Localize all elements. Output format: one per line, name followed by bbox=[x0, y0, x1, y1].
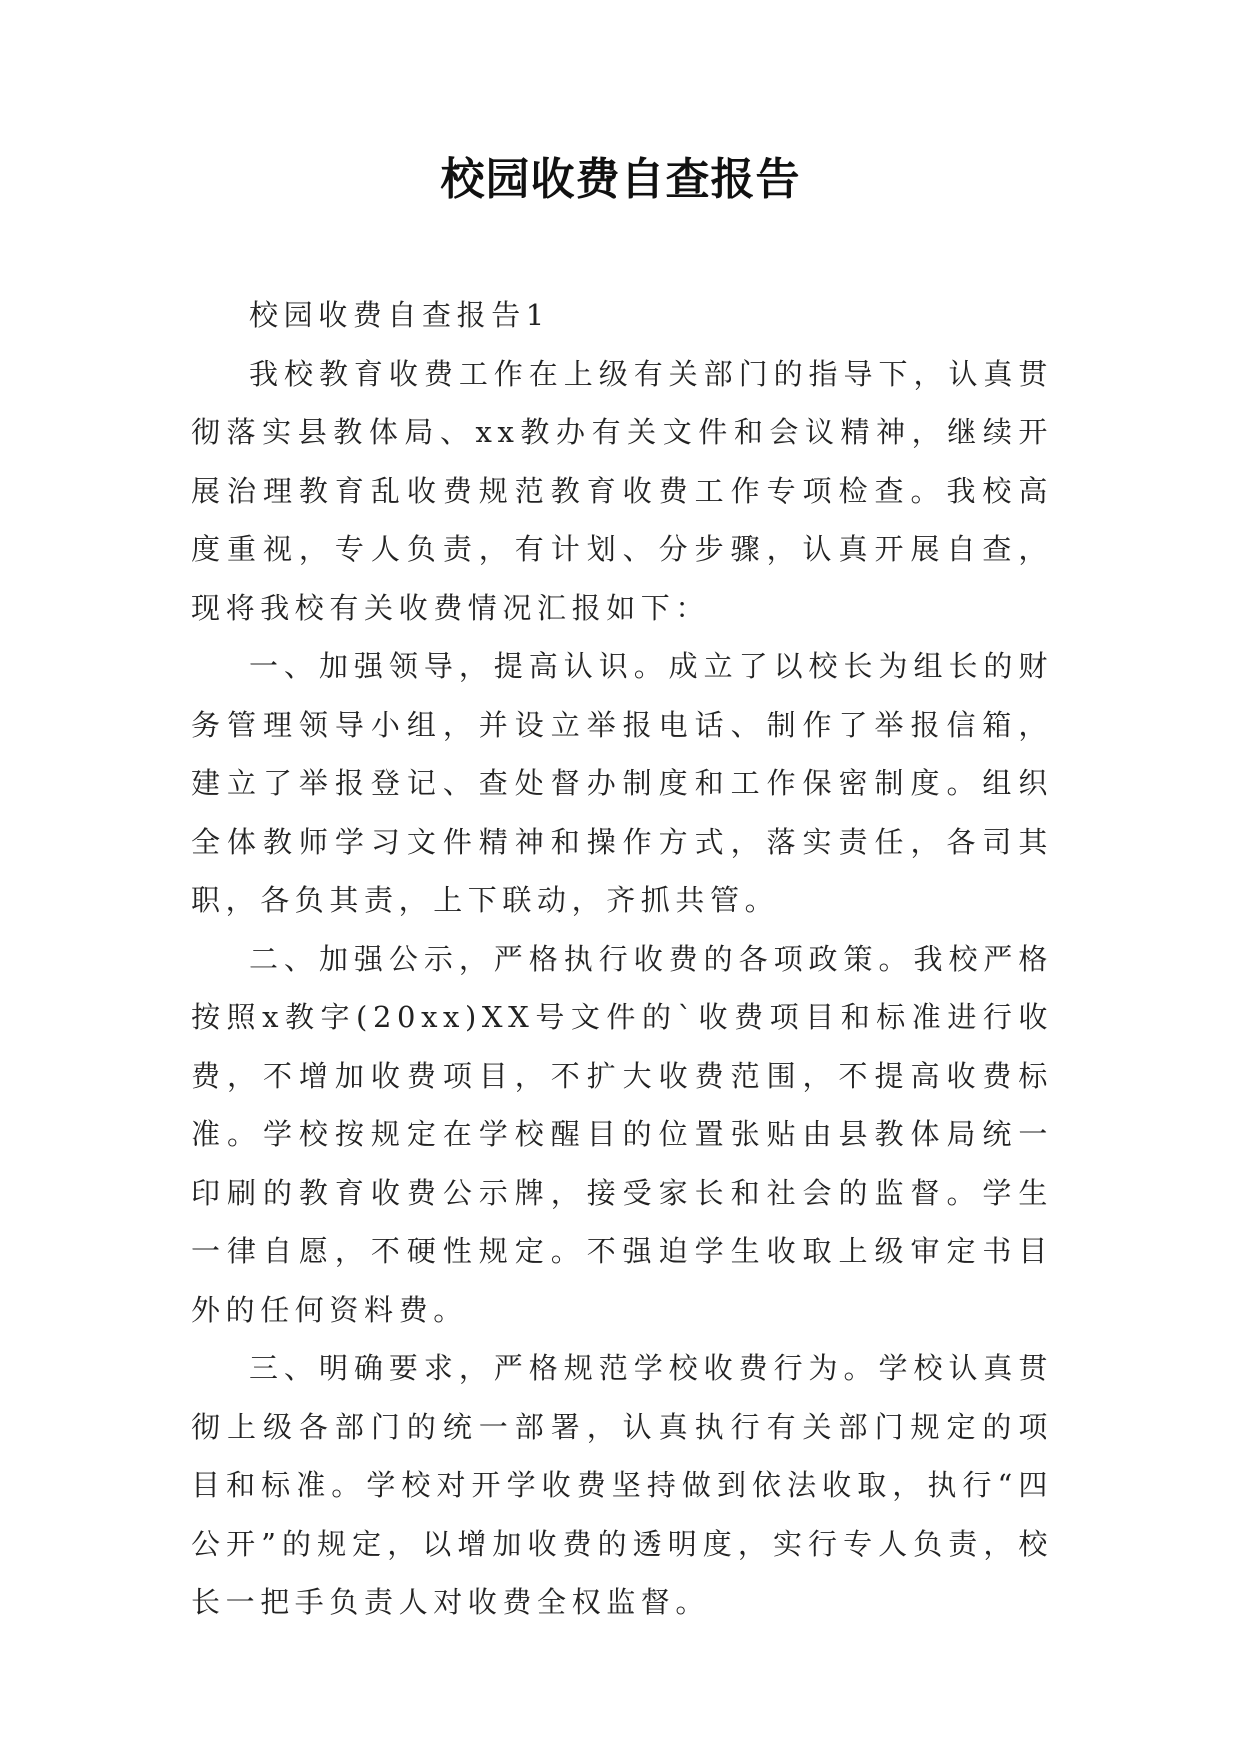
document-body bbox=[191, 286, 1053, 1632]
paragraph-requirements: 三、明确要求，严格规范学校收费行为。学校认真贯彻上级各部门的统一部署，认真执行有关部门规定的项目和标准。学校对开学收费坚持做到依法收取，执行“四公开”的规定，以增加收费的透明度，实行专人负责，校长一把手负责人对收费全权监督。 bbox=[191, 1351, 1053, 1619]
paragraph-intro: 我校教育收费工作在上级有关部门的指导下，认真贯彻落实县教体局、xx教办有关文件和会议精神，继续开展治理教育乱收费规范教育收费工作专项检查。我校高度重视，专人负责，有计划、分步骤，认真开展自查，现将我校有关收费情况汇报如下： bbox=[191, 356, 1053, 625]
paragraph-leadership: 一、加强领导，提高认识。成立了以校长为组长的财务管理领导小组，并设立举报电话、制作了举报信箱，建立了举报登记、查处督办制度和工作保密制度。组织全体教师学习文件精神和操作方式，落实责任，各司其职，各负其责，上下联动，齐抓共管。 bbox=[191, 649, 1053, 917]
paragraph-publicity: 二、加强公示，严格执行收费的各项政策。我校严格按照x教字(20xx)XX号文件的`收费项目和标准进行收费，不增加收费项目，不扩大收费范围，不提高收费标准。学校按规定在学校醒目的位置张贴由县教体局统一印刷的教育收费公示牌，接受家长和社会的监督。学生一律自愿，不硬性规定。不强迫学生收取上级审定书目外的任何资料费。 bbox=[191, 941, 1053, 1327]
section-heading: 校园收费自查报告1 bbox=[249, 298, 550, 332]
document-title: 校园收费自查报告 bbox=[440, 154, 801, 205]
